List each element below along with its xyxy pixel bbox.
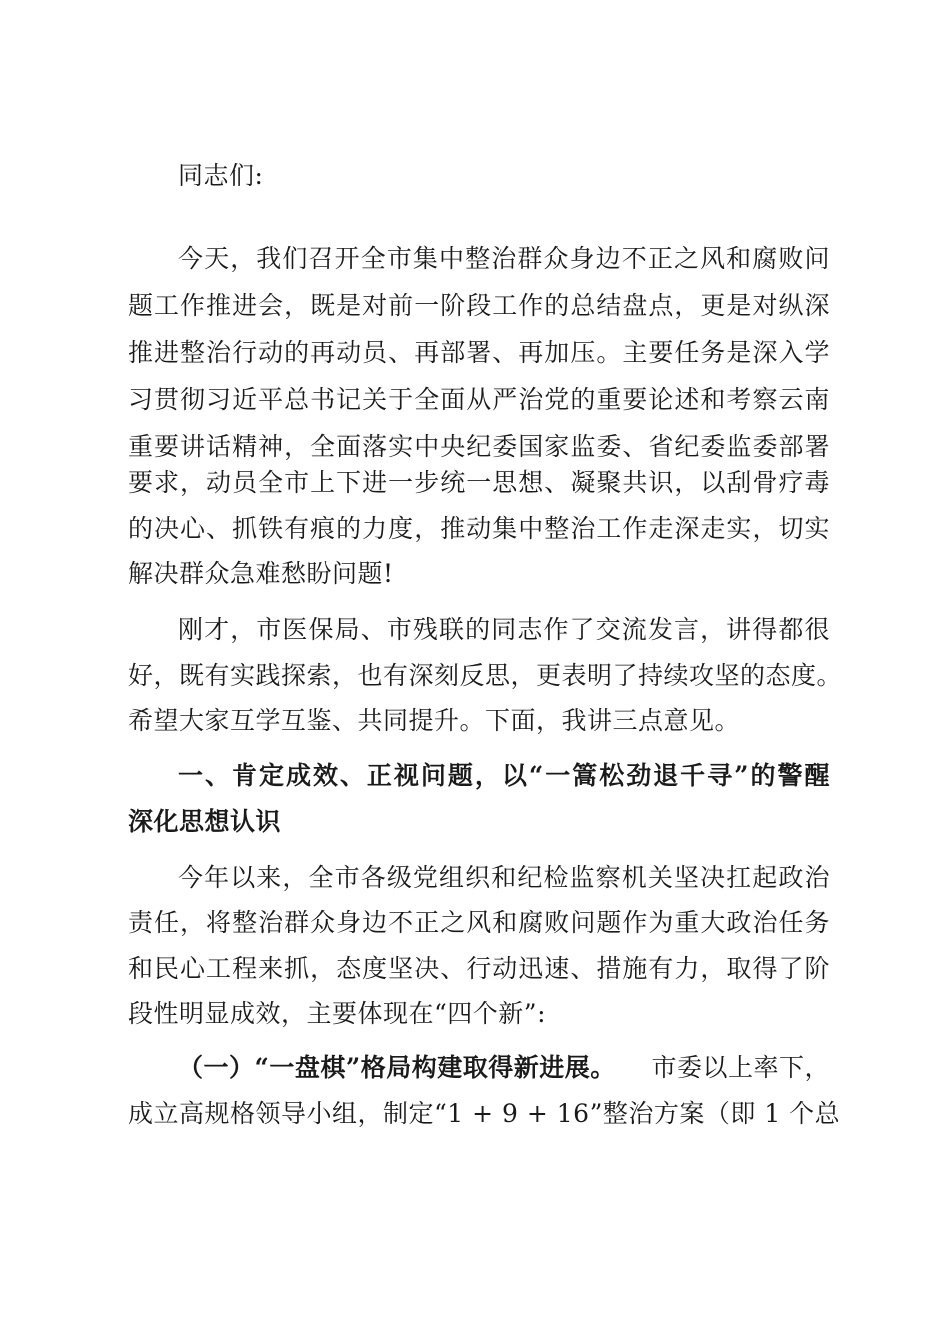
paragraph-4-line-2: 成立高规格领导小组，制定“1 + 9 + 16”整治方案（即 1 个总 xyxy=(128,1099,841,1128)
paragraph-1-line-3: 推进整治行动的再动员、再部署、再加压。主要任务是深入学 xyxy=(128,338,830,367)
paragraph-3-line-2: 责任，将整治群众身边不正之风和腐败问题作为重大政治任务 xyxy=(128,908,830,937)
salutation: 同志们: xyxy=(178,161,264,190)
paragraph-1-line-2: 题工作推进会，既是对前一阶段工作的总结盘点，更是对纵深 xyxy=(128,291,830,320)
paragraph-1-line-7: 的决心、抓铁有痕的力度，推动集中整治工作走深走实，切实 xyxy=(128,514,830,543)
paragraph-4-lead: 市委以上率下， xyxy=(651,1053,830,1082)
paragraph-4-line-1 xyxy=(178,1050,830,1086)
paragraph-1-line-6: 要求，动员全市上下进一步统一思想、凝聚共识，以刮骨疗毒 xyxy=(128,468,830,497)
paragraph-2-line-2: 好，既有实践探索，也有深刻反思，更表明了持续攻坚的态度。 xyxy=(128,661,843,690)
paragraph-1-line-5: 重要讲话精神，全面落实中央纪委国家监委、省纪委监委部署 xyxy=(128,432,830,461)
paragraph-1-line-1: 今天，我们召开全市集中整治群众身边不正之风和腐败问 xyxy=(178,244,830,273)
paragraph-3-line-4: 段性明显成效，主要体现在“四个新”: xyxy=(128,999,546,1028)
paragraph-3-line-1: 今年以来，全市各级党组织和纪检监察机关坚决扛起政治 xyxy=(178,863,830,892)
paragraph-2-line-1: 刚才，市医保局、市残联的同志作了交流发言，讲得都很 xyxy=(178,615,830,644)
paragraph-1-line-4: 习贯彻习近平总书记关于全面从严治党的重要论述和考察云南 xyxy=(128,385,830,414)
heading-1-line-1: 一、肯定成效、正视问题，以“一篙松劲退千寻”的警醒 xyxy=(178,761,830,790)
subheading-1: （一）“一盘棋”格局构建取得新进展。 xyxy=(178,1053,616,1082)
heading-1-line-2: 深化思想认识 xyxy=(128,807,282,836)
paragraph-2-line-3: 希望大家互学互鉴、共同提升。下面，我讲三点意见。 xyxy=(128,706,741,735)
paragraph-3-line-3: 和民心工程来抓，态度坚决、行动迅速、措施有力，取得了阶 xyxy=(128,954,830,983)
paragraph-1-line-8: 解决群众急难愁盼问题! xyxy=(128,559,394,588)
